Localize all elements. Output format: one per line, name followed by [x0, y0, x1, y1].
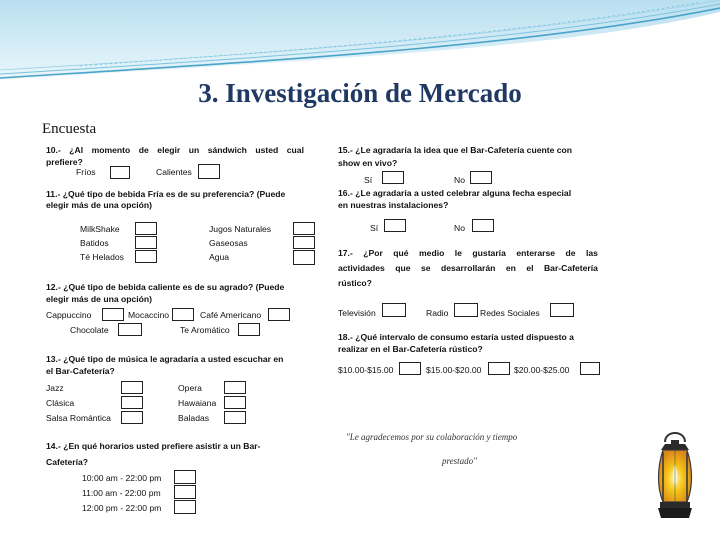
q13-checkbox-opera[interactable] — [224, 381, 246, 394]
q16-checkbox-si[interactable] — [384, 219, 406, 232]
q14-checkbox-11am[interactable] — [174, 485, 196, 499]
q12-checkbox-cafe-americano[interactable] — [268, 308, 290, 321]
q11-checkbox-batidos[interactable] — [135, 236, 157, 249]
q10-line2: prefiere? — [46, 157, 83, 167]
q17-word: 17.- — [338, 248, 353, 258]
q18-option-label: $10.00-$15.00 — [338, 365, 394, 375]
q18-checkbox-15-20[interactable] — [488, 362, 510, 375]
q11-line2: elegir más de una opción) — [46, 200, 153, 210]
q18-line1: 18.- ¿Qué intervalo de consumo estaría usted dispuesto a — [338, 332, 574, 342]
q10-checkbox-frios[interactable] — [110, 166, 130, 179]
q12-line2: elegir más de una opción) — [46, 294, 153, 304]
q17-word: ¿Por — [363, 248, 383, 258]
q17-word: las — [585, 248, 598, 258]
q17-word: que — [395, 263, 411, 273]
q14-checkbox-10am[interactable] — [174, 470, 196, 484]
q18-option-label: $20.00-$25.00 — [514, 365, 570, 375]
q17-line1 — [338, 249, 598, 258]
q13-option-label: Baladas — [178, 413, 210, 423]
survey-document — [42, 138, 615, 520]
q15-line2: show en vivo? — [338, 158, 398, 168]
q16-line2: en nuestras instalaciones? — [338, 200, 449, 210]
q13-option-label: Salsa Romántica — [46, 413, 111, 423]
q10-line1 — [46, 146, 304, 155]
q16-option-label: Sí — [370, 223, 379, 233]
q12-checkbox-cappuccino[interactable] — [102, 308, 124, 321]
q17-checkbox-redes[interactable] — [550, 303, 574, 317]
q16-option-label: No — [454, 223, 465, 233]
q17-word: Bar-Cafetería — [543, 263, 598, 273]
q17-word: enterarse — [516, 248, 556, 258]
q17-checkbox-radio[interactable] — [454, 303, 478, 317]
q12-checkbox-mocaccino[interactable] — [172, 308, 194, 321]
q10-option-label: Calientes — [156, 167, 192, 177]
q11-option-label: Jugos Naturales — [209, 224, 272, 234]
q15-option-label: Sí — [364, 175, 373, 185]
q11-option-label: Batidos — [80, 238, 109, 248]
q15-option-label: No — [454, 175, 465, 185]
q11-checkbox-milkshake[interactable] — [135, 222, 157, 235]
q11-checkbox-gaseosas[interactable] — [293, 236, 315, 249]
q11-option-label: Agua — [209, 252, 230, 262]
q15-checkbox-si[interactable] — [382, 171, 404, 184]
q11-option-label: Gaseosas — [209, 238, 248, 248]
q16-line1: 16.- ¿Le agradaría a usted celebrar alguna fecha especial — [338, 188, 572, 198]
thanks-note-line1: "Le agradecemos por su colaboración y tiempo — [346, 432, 518, 442]
q12-option-label: Café Americano — [200, 310, 262, 320]
header-wave-decoration — [0, 0, 720, 90]
q18-line2: realizar en el Bar-Cafetería rústico? — [338, 344, 483, 354]
q13-line2: el Bar-Cafetería? — [46, 366, 115, 376]
q10-word: momento — [91, 145, 131, 155]
q13-checkbox-clasica[interactable] — [121, 396, 143, 409]
q10-word: usted — [255, 145, 279, 155]
q10-word: ¿Al — [69, 145, 84, 155]
q17-word: el — [526, 263, 534, 273]
q14-option-label: 11:00 am - 22:00 pm — [82, 488, 161, 498]
q12-line1: 12.- ¿Qué tipo de bebida caliente es de su agrado? (Puede — [46, 282, 285, 292]
q13-option-label: Jazz — [46, 383, 64, 393]
q13-checkbox-jazz[interactable] — [121, 381, 143, 394]
q13-checkbox-salsa[interactable] — [121, 411, 143, 424]
q16-checkbox-no[interactable] — [472, 219, 494, 232]
q10-word: elegir — [157, 145, 181, 155]
q10-option-label: Fríos — [76, 167, 96, 177]
q17-option-label: Redes Sociales — [480, 308, 540, 318]
q13-line1: 13.- ¿Qué tipo de música le agradaría a usted escuchar en — [46, 354, 284, 364]
q13-option-label: Opera — [178, 383, 202, 393]
q17-word: medio — [419, 248, 445, 258]
page-title: 3. Investigación de Mercado — [198, 78, 522, 108]
q17-option-label: Radio — [426, 308, 449, 318]
q12-checkbox-chocolate[interactable] — [118, 323, 142, 336]
q18-checkbox-10-15[interactable] — [399, 362, 421, 375]
q11-checkbox-jugos[interactable] — [293, 222, 315, 235]
q17-checkbox-television[interactable] — [382, 303, 406, 317]
q11-option-label: Té Helados — [80, 252, 124, 262]
q10-word: 10.- — [46, 145, 61, 155]
q11-line1: 11.- ¿Qué tipo de bebida Fría es de su preferencia? (Puede — [46, 189, 286, 199]
q18-option-label: $15.00-$20.00 — [426, 365, 482, 375]
q14-line2: Cafetería? — [46, 457, 89, 467]
q10-word: cual — [286, 145, 304, 155]
q17-word: de — [565, 248, 576, 258]
q12-option-label: Te Aromático — [180, 325, 230, 335]
q10-word: sándwich — [207, 145, 247, 155]
q17-line3: rústico? — [338, 278, 372, 288]
lantern-icon — [651, 428, 699, 524]
q11-checkbox-te-helados[interactable] — [135, 250, 157, 263]
q17-line2 — [338, 264, 598, 273]
q17-word: gustaría — [472, 248, 506, 258]
q12-checkbox-te-aromatico[interactable] — [238, 323, 260, 336]
thanks-note-line2: prestado" — [442, 456, 477, 466]
q12-option-label: Cappuccino — [46, 310, 92, 320]
q17-word: qué — [393, 248, 409, 258]
q17-word: desarrollarán — [440, 263, 496, 273]
q17-word: le — [454, 248, 462, 258]
q14-checkbox-12pm[interactable] — [174, 500, 196, 514]
q13-option-label: Clásica — [46, 398, 75, 408]
q17-word: en — [505, 263, 516, 273]
q17-word: actividades — [338, 263, 385, 273]
q18-checkbox-20-25[interactable] — [580, 362, 600, 375]
q13-checkbox-baladas[interactable] — [224, 411, 246, 424]
q10-checkbox-calientes[interactable] — [198, 164, 220, 179]
q14-option-label: 10:00 am - 22:00 pm — [82, 473, 162, 483]
page-subtitle: Encuesta — [42, 121, 97, 137]
q10-word: de — [138, 145, 149, 155]
q17-word: se — [420, 263, 431, 273]
q11-option-label: MilkShake — [80, 224, 120, 234]
q15-checkbox-no[interactable] — [470, 171, 492, 184]
q13-option-label: Hawaiana — [178, 398, 217, 408]
q13-checkbox-hawaiana[interactable] — [224, 396, 246, 409]
q10-word: un — [188, 145, 200, 155]
q14-line1: 14.- ¿En qué horarios usted prefiere asistir a un Bar- — [46, 441, 261, 451]
q12-option-label: Chocolate — [70, 325, 109, 335]
q14-option-label: 12:00 pm - 22:00 pm — [82, 503, 162, 513]
q11-checkbox-agua[interactable] — [293, 250, 315, 265]
q12-option-label: Mocaccino — [128, 310, 170, 320]
q15-line1: 15.- ¿Le agradaría la idea que el Bar-Cafetería cuente con — [338, 145, 573, 155]
q17-option-label: Televisión — [338, 308, 376, 318]
